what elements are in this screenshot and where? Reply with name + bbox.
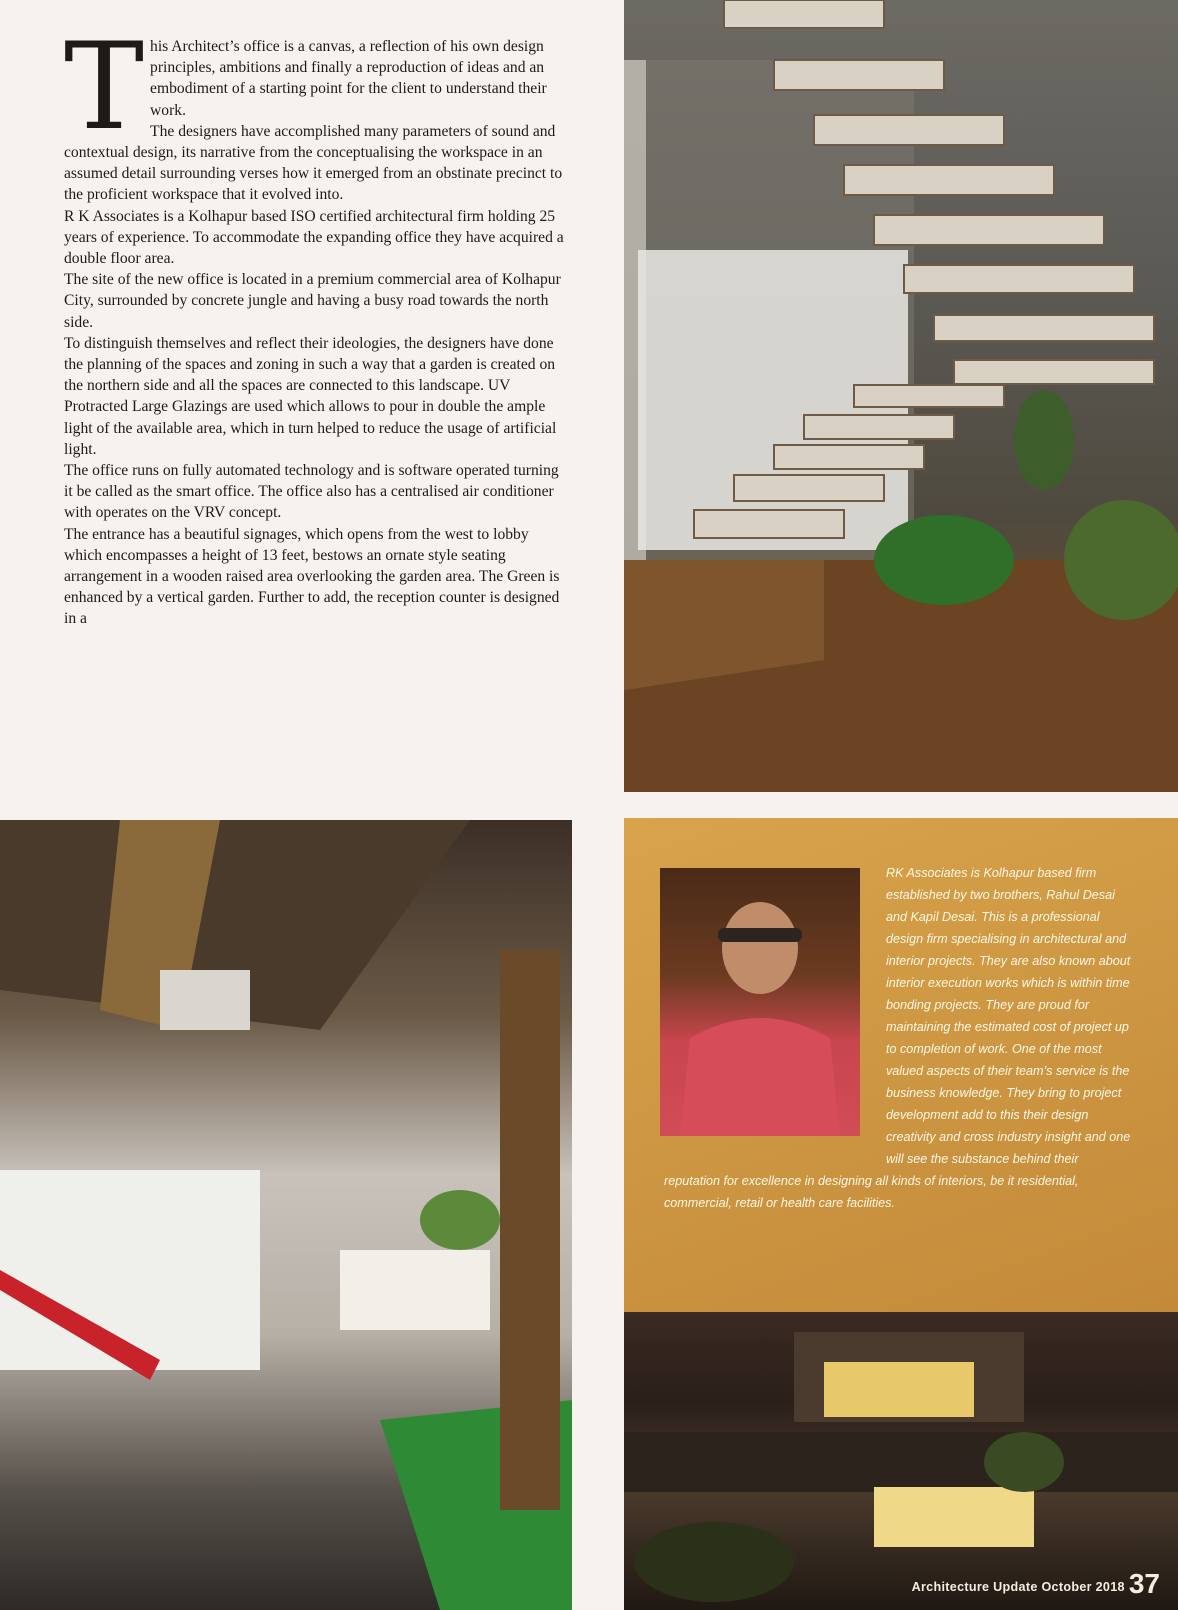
page-footer [912,1570,1160,1598]
magazine-issue: Architecture Update October 2018 [911,1580,1125,1594]
building-night-photo [624,1312,1178,1610]
paragraph-6: The office runs on fully automated technology and is software operated turning it be called as the smart office. The office also has a centralised air conditioner with operates on the VRV concept. [64,462,559,522]
office-illustration [0,820,572,1610]
staircase-photo [624,0,1178,792]
page-number: 37 [1128,1568,1160,1599]
article-body [64,18,564,630]
drop-cap: T [64,18,145,157]
office-interior-photo [0,820,572,1610]
bio-text [664,862,1134,1214]
paragraph-7: The entrance has a beautiful signages, which opens from the west to lobby which encompasses a height of 13 feet, bestows an ornate style seating arrangement in a wooden raised area overlooking the garden area. The Green is enhanced by a vertical garden. Further to add, the reception counter is designed in a [64,525,560,628]
bio-paragraph: RK Associates is Kolhapur based firm established by two brothers, Rahul Desai and Kapil Desai. This is a professional design firm specialising in architectural and interior projects. They are also known about interior execution works which is within time bonding projects. They are proud for maintaining the estimated cost of project up to completion of work. One of the most valued aspects of their team’s service is the business knowledge. They bring to project development add to this their design creativity and cross industry insight and one will see the substance behind their reputation for excellence in designing all kinds of interiors, be it residential, commercial, retail or health care facilities. [664,866,1131,1210]
paragraph-3: R K Associates is a Kolhapur based ISO certified architectural firm holding 25 years of experience. To accommodate the expanding office they have acquired a double floor area. [64,207,564,268]
paragraph-5: To distinguish themselves and reflect their ideologies, the designers have done the planning of the spaces and zoning in such a way that a garden is created on the northern side and all the spaces are connected to this landscape. UV Protracted Large Glazings are used which allows to pour in double the ample light of the available area, which in turn helped to reduce the usage of artificial light. [64,334,557,458]
paragraph-1: his Architect’s office is a canvas, a reflection of his own design principles, ambitions and finally a reproduction of ideas and an embodiment of a starting point for the client to understand their work. [150,38,547,119]
paragraph-2: The designers have accomplished many parameters of sound and contextual design, its narrative from the conceptualising the workspace in an assumed detail surrounding verses how it emerged from an obstinate precinct to the proficient workspace that it evolved into. [64,122,563,204]
paragraph-4: The site of the new office is located in a premium commercial area of Kolhapur City, surrounded by concrete jungle and having a busy road towards the north side. [64,271,561,331]
building-illustration [624,1312,1178,1610]
staircase-illustration [624,0,1178,792]
bio-panel [624,818,1178,1312]
